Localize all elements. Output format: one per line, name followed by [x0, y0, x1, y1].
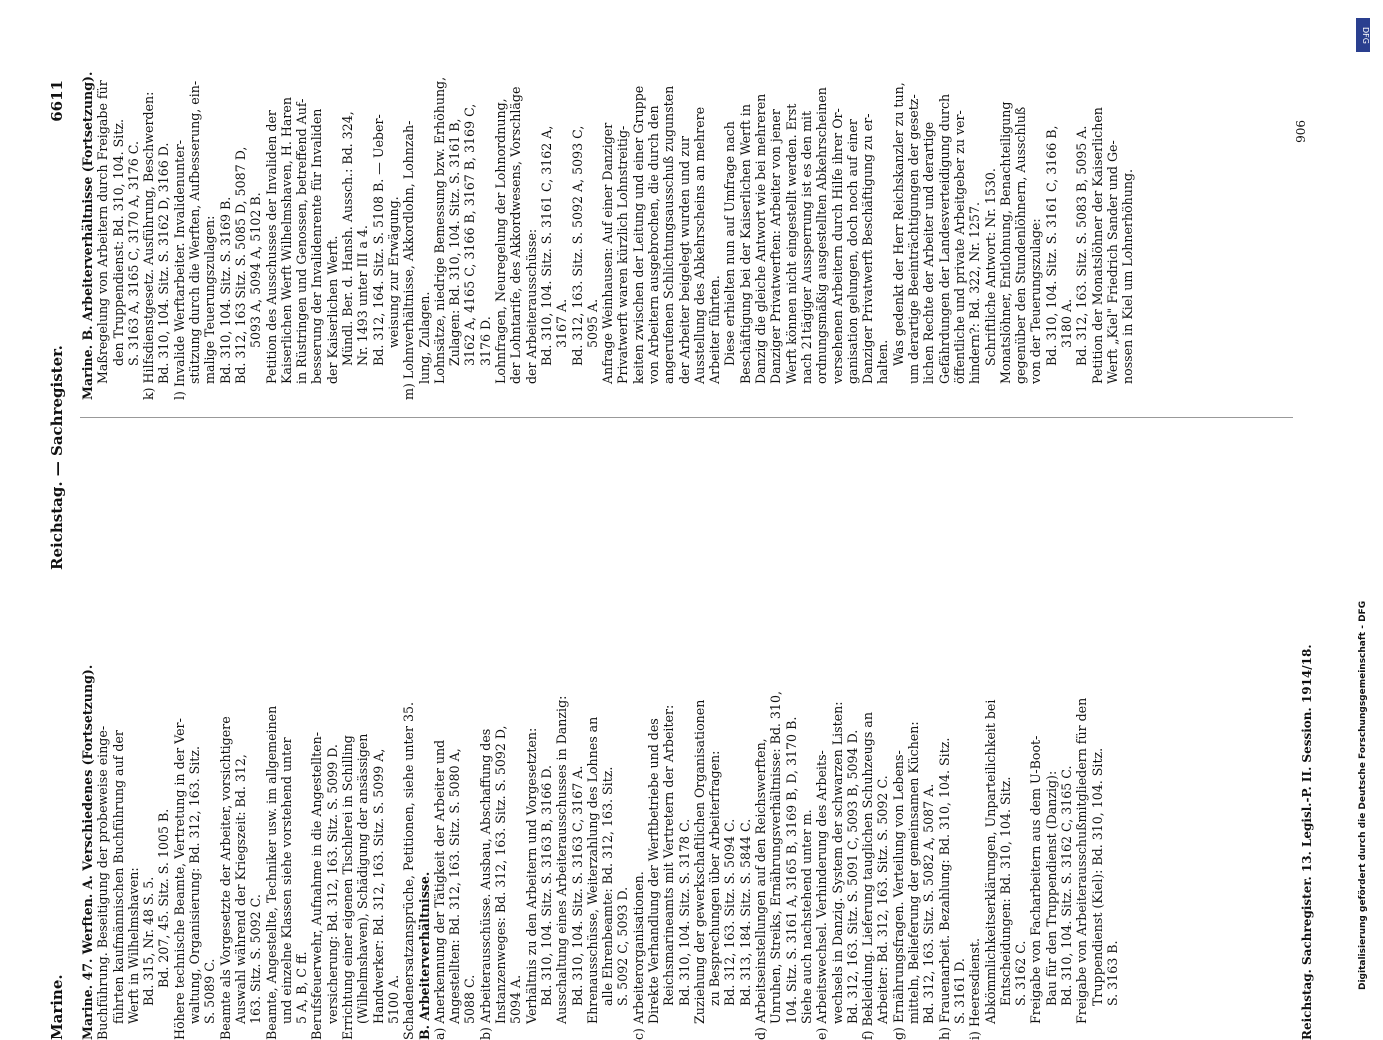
text-line: von Arbeitern ausgebrochen, die durch den	[645, 105, 661, 384]
text-line: 3162 A, 4165 C, 3166 B, 3167 B, 3169 C,	[462, 103, 478, 366]
text-line: (Wilhelmshaven), Schädigung der ansässigen	[355, 733, 371, 1024]
text-line: 5088 C.	[462, 974, 478, 1024]
text-line: a) Anerkennung der Tätigkeit der Arbeiter und	[431, 739, 447, 1040]
text-line: Werft „Kiel" Friedrich Sander und Ge-	[1104, 140, 1120, 384]
text-line: Ehrenausschüsse, Weiterzahlung des Lohnes an	[584, 716, 600, 1024]
text-line: Truppendienst (Kiel): Bd. 310, 104. Sitz.	[1089, 747, 1105, 1006]
text-line: Gefährdungen der Landesverteidigung durch	[936, 93, 952, 384]
text-line: Bd. 315, Nr. 48 S. 5.	[141, 876, 157, 1006]
text-line: nossen in Kiel um Lohnerhöhung.	[1120, 168, 1136, 384]
text-line: Bd. 312, 163. Sitz. S. 5091 C, 5093 B, 5094 D.	[844, 729, 860, 1024]
digitization-credit-text: Digitalisierung gefördert durch die Deutsche Forschungsgemeinschaft - DFG	[1358, 600, 1368, 990]
text-line: alle Ehrenbeamte: Bd. 312, 163. Sitz.	[600, 766, 616, 1006]
text-line: Privatwerft waren kürzlich Lohnstreitig-	[615, 125, 631, 384]
header-column-number: 6611	[48, 80, 66, 122]
text-line: Bd. 312, 163. Sitz. S. 5092 A, 5093 C,	[569, 125, 585, 366]
text-line: 3167 A.	[554, 298, 570, 348]
text-line: Bd. 310, 104. Sitz. S. 3169 B.	[217, 196, 233, 384]
text-line: Schriftliche Antwort: Nr. 1530.	[982, 168, 998, 366]
text-line: der Kaiserlichen Werft.	[324, 235, 340, 384]
text-line: angerufenen Schlichtungsausschuß zugunsten	[661, 85, 677, 384]
text-line: Bd. 312, 163 Sitz. S. 5085 D, 5087 D,	[232, 146, 248, 384]
text-line: Instanzenweges: Bd. 312, 163. Sitz. S. 5092 D,	[493, 725, 509, 1024]
text-line: weisung zur Erwägung.	[385, 196, 401, 348]
text-line: Bd. 312, 163. Sitz. S. 5094 C.	[722, 818, 738, 1006]
text-line: der Arbeiter beigelegt wurden und zur	[676, 136, 692, 384]
text-line: Bau für den Truppendienst (Danzig):	[1043, 770, 1059, 1006]
text-line: halten.	[875, 339, 891, 384]
text-line: Petition der Monatslöhner der Kaiserlichen	[1089, 107, 1105, 384]
text-line: Kaiserlichen Werft Wilhelmshaven, H. Haren	[278, 97, 294, 384]
text-line: S. 5092 C, 5093 D.	[615, 886, 631, 1006]
text-line: k) Hilfsdienstgesetz. Ausführung, Beschwerden:	[141, 91, 157, 400]
text-line: 163. Sitz. S. 5092 C.	[248, 894, 264, 1024]
text-line: Danziger Privatwerft Beschäftigung zu er-	[860, 113, 876, 384]
text-line: keiten zwischen der Leitung und einer Gruppe	[630, 85, 646, 384]
text-line: führten kaufmännischen Buchführung auf der	[110, 730, 126, 1024]
text-line: der Lohntarife, des Akkordwesens, Vorschläge	[508, 86, 524, 384]
text-line: Anfrage Weinhausen: Auf einer Danziger	[600, 122, 616, 384]
left-text-column	[80, 430, 1283, 1040]
text-line: von der Teuerungszulage:	[1028, 218, 1044, 384]
text-line: Beamte, Angestellte, Techniker usw. im allgemeinen	[263, 705, 279, 1040]
text-line: d) Arbeitseinstellungen auf den Reichswerften,	[753, 738, 769, 1040]
text-line: Marine. 47. Werften. A. Verschiedenes (Fortsetzung).	[80, 664, 95, 1040]
text-line: Bd. 313, 184. Sitz. S. 5844 C.	[737, 818, 753, 1006]
text-line: 104. Sitz. S. 3161 A, 3165 B, 3169 B, D, 3170 B.	[783, 716, 799, 1024]
text-line: e) Arbeitswechsel. Verhinderung des Arbeits-	[814, 750, 830, 1040]
text-line: zu Besprechungen über Arbeiterfragen:	[707, 750, 723, 1006]
text-line: mitteln, Belieferung der gemeinsamen Küchen:	[906, 721, 922, 1024]
text-line: Danziger Privatwerften: Arbeiter von jener	[768, 109, 784, 384]
text-line: wechsels in Danzig. System der schwarzen Listen:	[829, 701, 845, 1024]
text-line: und einzelne Klassen siehe vorstehend unter	[278, 737, 294, 1024]
text-line: S. 3162 C.	[1013, 940, 1029, 1006]
text-line: Ausschaltung eines Arbeiterausschusses in Danzig:	[554, 695, 570, 1024]
text-line: S. 3161 D.	[951, 958, 967, 1024]
text-line: Beamte als Vorgesetzte der Arbeiter, vorsichtigere	[217, 716, 233, 1040]
text-line: Bd. 312, 163. Sitz. S. 5082 A, 5087 A.	[921, 783, 937, 1024]
text-line: Diese erhielten nun auf Umfrage nach	[722, 121, 738, 366]
text-line: Lohnfragen, Neuregelung der Lohnordnung,	[493, 98, 509, 384]
text-line: Bd. 312, 163. Sitz. S. 5083 B, 5095 A.	[1074, 125, 1090, 366]
text-line: Lohnsätze, niedrige Bemessung bzw. Erhöhung,	[431, 76, 447, 384]
text-line: Angestellten: Bd. 312, 163. Sitz. S. 5080 A,	[447, 748, 463, 1024]
text-line: Errichtung einer eigenen Tischlerei in Schilling	[340, 735, 356, 1040]
text-line: Direkte Verhandlung der Werftbetriebe und des	[645, 718, 661, 1024]
dfg-logo: DFG	[1356, 18, 1370, 52]
text-line: S. 3163 B.	[1104, 940, 1120, 1006]
text-line: Marine. B. Arbeiterverhältnisse (Fortsetzung).	[80, 71, 95, 400]
text-line: Bd. 207, 45. Sitz. S. 1005 B.	[156, 808, 172, 988]
text-line: Maßregelung von Arbeitern durch Freigabe für	[95, 80, 111, 384]
text-line: ganisation gelungen, doch noch auf einer	[844, 119, 860, 384]
text-line: g) Ernährungsfragen. Verteilung von Lebens-	[890, 750, 906, 1040]
text-line: nach 21tägiger Aussperrung ist es den mit	[798, 110, 814, 384]
text-line: Petition des Ausschusses der Invaliden der	[263, 110, 279, 384]
text-line: l) Invalide Werftarbeiter. Invalidenunter-	[171, 140, 187, 400]
text-line: stützung durch die Werften, Aufbesserung, ein-	[187, 80, 203, 384]
header-title: Reichstag. — Sachregister.	[48, 345, 66, 570]
text-line: Werft können nicht eingestellt werden. Erst	[783, 103, 799, 384]
text-line: Höhere technische Beamte, Vertretung in der Ver-	[171, 718, 187, 1040]
text-line: 3176 D.	[477, 316, 493, 366]
text-line: 5100 A.	[385, 974, 401, 1024]
page-number: 906	[1293, 120, 1308, 143]
text-line: Entscheidungen: Bd. 310, 104. Sitz.	[997, 776, 1013, 1006]
text-line: 5094 A.	[508, 974, 524, 1024]
text-line: 5093 A, 5094 A, 5102 B.	[248, 192, 264, 348]
text-line: Nr. 1493 unter III a 4.	[355, 225, 371, 366]
text-line: Monatslöhner, Entlohnung, Benachteiligung	[997, 101, 1013, 384]
text-line: Berufsfeuerwehr, Aufnahme in die Angestellten-	[309, 732, 325, 1040]
text-line: ordnungsmäßig ausgestellten Abkehrscheinen	[814, 87, 830, 384]
text-line: malige Teuerungszulagen:	[202, 215, 218, 384]
text-line: den Truppendienst: Bd. 310, 104. Sitz.	[110, 118, 126, 366]
text-line: Auswahl während der Kriegszeit: Bd. 312,	[232, 754, 248, 1024]
text-line: Bd. 310, 104. Sitz. S. 3161 C, 3162 A,	[538, 125, 554, 366]
text-line: Zuziehung der gewerkschaftlichen Organisationen	[691, 699, 707, 1024]
text-line: der Arbeiterausschüsse:	[523, 228, 539, 384]
text-line: Bd. 310, 104. Sitz. S. 3162 D, 3166 D.	[156, 142, 172, 384]
right-text-column	[80, 0, 1283, 400]
text-line: 5 A, B, C ff.	[294, 951, 310, 1024]
text-line: Verhältnis zu den Arbeitern und Vorgesetzten:	[523, 727, 539, 1024]
text-line: Bd. 312, 164. Sitz. S. 5108 B. — Ueber-	[370, 114, 386, 366]
text-line: um derartige Beeinträchtigungen der gesetz-	[906, 94, 922, 384]
text-line: Werft in Wilhelmshaven:	[125, 867, 141, 1024]
text-line: f) Bekleidung. Lieferung tauglichen Schuhzeugs an	[860, 712, 876, 1040]
page-header	[50, 80, 72, 1040]
text-line: Bd. 310, 104. Sitz. S. 3178 C.	[676, 818, 692, 1006]
text-line: 3180 A.	[1059, 298, 1074, 348]
text-line: in Rüstringen und Genossen, betreffend Auf-	[294, 98, 310, 384]
text-line: Ausstellung des Abkehrscheins an mehrere	[691, 106, 707, 384]
text-line: Buchführung. Beseitigung der probeweise einge-	[95, 725, 111, 1040]
text-line: waltung, Organisierung: Bd. 312, 163. Sitz.	[187, 746, 203, 1024]
text-line: Freigabe von Arbeiterausschußmitgliedern für den	[1074, 697, 1090, 1024]
header-section: Marine.	[48, 974, 66, 1040]
text-line: B. Arbeiterverhältnisse.	[416, 871, 432, 1040]
text-line: Mündl. Ber. d. Hansh. Aussch.: Bd. 324,	[340, 111, 356, 366]
text-line: Schadenersatzansprüche, Petitionen, siehe unter 35.	[401, 701, 417, 1040]
text-line: Bd. 310, 104. Sitz. S. 3163 C, 3167 A.	[569, 765, 585, 1006]
page-footer: Reichstag. Sachregister. 13. Legisl.-P. II. Session. 1914/18.	[1299, 644, 1314, 1040]
text-line: versehenen Arbeitern durch Hilfe ihrer Or-	[829, 108, 845, 384]
text-line: Beschäftigung bei der Kaiserlichen Werft in	[737, 104, 753, 384]
text-line: Handwerker: Bd. 312, 163. Sitz. S. 5099 A,	[370, 748, 386, 1024]
text-line: Arbeiter: Bd. 312, 163. Sitz. S. 5092 C.	[875, 775, 891, 1024]
text-line: m) Lohnverhältnisse, Akkordlohn, Lohnzah-	[401, 120, 417, 400]
digitization-credit-strip	[1350, 10, 1380, 990]
text-line: S. 5089 C.	[202, 958, 218, 1024]
text-line: lichen Rechte der Arbeiter und derartige	[921, 121, 937, 384]
text-line: Bd. 310, 104. Sitz. S. 3161 C, 3166 B,	[1043, 125, 1059, 366]
text-line: i) Heeresdienst.	[967, 938, 983, 1040]
text-line: gegenüber den Stundenlöhnern, Ausschluß	[1013, 106, 1029, 384]
text-line: Danzig die gleiche Antwort wie bei mehreren	[753, 93, 769, 384]
text-line: Abkömmlichkeitserklärungen, Unparteilichkeit bei	[982, 699, 998, 1024]
text-line: Freigabe von Facharbeitern aus dem U-Boot-	[1028, 735, 1044, 1024]
text-line: h) Frauenarbeit. Bezahlung: Bd. 310, 104. Sitz.	[936, 737, 952, 1040]
text-line: Was gedenkt der Herr Reichskanzler zu tun,	[890, 82, 906, 366]
text-line: öffentliche und private Arbeitgeber zu ver-	[951, 110, 967, 384]
text-line: Bd. 310, 104. Sitz. S. 3163 B, 3166 D.	[538, 765, 554, 1006]
text-line: Reichsmarineamts mit Vertretern der Arbeiter:	[661, 704, 677, 1006]
text-line: lung, Zulagen.	[416, 291, 432, 384]
text-line: 5095 A.	[584, 298, 600, 348]
column-divider	[80, 417, 1293, 418]
text-line: Arbeiter führten.	[707, 275, 723, 384]
text-line: hindern?: Bd. 322, Nr. 1257.	[967, 202, 983, 384]
text-line: Siehe auch nachstehend unter m.	[798, 809, 814, 1024]
text-line: Bd. 310, 104. Sitz. S. 3162 C, 3165 C.	[1059, 765, 1074, 1006]
text-line: Zulagen: Bd. 310, 104. Sitz. S. 3161 B,	[447, 118, 463, 366]
text-line: S. 3163 A, 3165 C, 3170 A, 3176 C.	[125, 141, 141, 366]
text-line: Unruhen, Streiks, Ernährungsverhältnisse: Bd. 310,	[768, 691, 784, 1024]
text-line: b) Arbeiterausschüsse. Ausbau, Abschaffung des	[477, 728, 493, 1040]
text-line: besserung der Invalidenrente für Invaliden	[309, 108, 325, 384]
rotated-register-page	[48, 71, 1333, 1040]
text-line: c) Arbeiterorganisationen.	[630, 871, 646, 1040]
text-line: versicherung: Bd. 312, 163. Sitz. S. 5099 D.	[324, 744, 340, 1024]
